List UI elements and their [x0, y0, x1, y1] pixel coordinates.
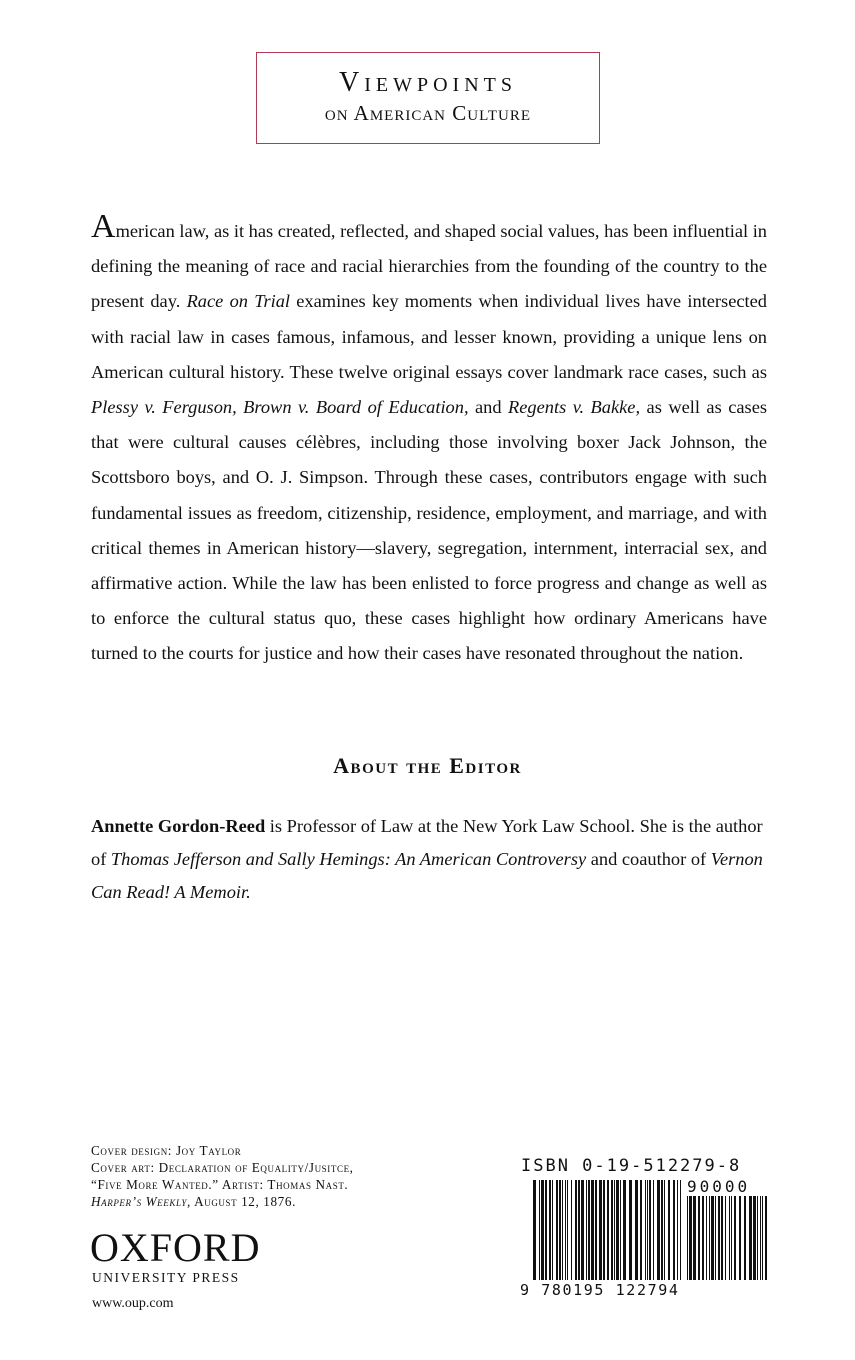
barcode-bar: [649, 1180, 651, 1280]
barcode-bar: [575, 1180, 577, 1280]
barcode-ean: [533, 1180, 681, 1280]
barcode-bar: [693, 1196, 696, 1280]
bio-book-1: Thomas Jefferson and Sally Hemings: An American Controversy: [110, 849, 587, 869]
barcode-bar: [581, 1180, 584, 1280]
bio-book-2: Vernon Can Read! A Memoir.: [91, 849, 763, 902]
barcode-bar: [571, 1180, 572, 1280]
credit-source: [91, 1193, 451, 1210]
series-box: [256, 52, 600, 144]
blurb-text-2: examines key moments when individual lives have intersected with racial law in cases famous, infamous, and lesser known, providing a unique lens on American cultural history. These twelve original essays cover landmark race cases, such as: [91, 291, 767, 382]
barcode-bar: [620, 1180, 621, 1280]
barcode-addon-digits: 90000: [687, 1177, 751, 1196]
barcode-bar: [591, 1180, 594, 1280]
book-description: [91, 210, 767, 672]
barcode-bar: [586, 1180, 587, 1280]
blurb-case-names: Plessy v. Ferguson, Brown v. Board of Education,: [91, 397, 469, 418]
credit-source-date: August 12, 1876.: [190, 1194, 296, 1209]
editor-bio: [91, 810, 767, 909]
barcode-bar: [565, 1180, 566, 1280]
barcode-bar: [545, 1180, 547, 1280]
barcode-bar: [664, 1180, 665, 1280]
barcode-bar: [611, 1180, 613, 1280]
barcode-bar: [614, 1180, 615, 1280]
credit-source-title: Harper’s Weekly,: [91, 1194, 191, 1209]
barcode-bar: [729, 1196, 730, 1280]
barcode-bar: [731, 1196, 732, 1280]
barcode-bar: [603, 1180, 605, 1280]
credit-art: Cover art: Declaration of Equality/Jusitce,: [91, 1160, 354, 1175]
barcode-bar: [653, 1180, 654, 1280]
barcode-bar: [541, 1180, 544, 1280]
barcode-bar: [549, 1180, 551, 1280]
barcode-bar: [698, 1196, 700, 1280]
barcode-bar: [645, 1180, 646, 1280]
barcode-bar: [725, 1196, 726, 1280]
barcode-bar: [533, 1180, 536, 1280]
barcode-bar: [616, 1180, 619, 1280]
barcode-bar: [757, 1196, 758, 1280]
barcode-bar: [687, 1196, 688, 1280]
oxford-logo: OXFORD: [90, 1225, 261, 1270]
barcode-bar: [629, 1180, 632, 1280]
barcode-bar: [556, 1180, 558, 1280]
barcode-digits: 9 780195 122794: [520, 1281, 680, 1299]
barcode-bar: [677, 1180, 678, 1280]
barcode-bar: [635, 1180, 638, 1280]
barcode-bar: [739, 1196, 741, 1280]
barcode-bar: [599, 1180, 602, 1280]
barcode-bar: [709, 1196, 710, 1280]
barcode-bar: [647, 1180, 648, 1280]
barcode-bar: [734, 1196, 736, 1280]
publisher-website: www.oup.com: [92, 1296, 174, 1311]
barcode-bar: [668, 1180, 670, 1280]
barcode-bar: [680, 1180, 681, 1280]
barcode-bar: [640, 1180, 642, 1280]
barcode-bar: [559, 1180, 561, 1280]
barcode-bar: [661, 1180, 663, 1280]
barcode-bar: [702, 1196, 704, 1280]
barcode-bar: [706, 1196, 707, 1280]
barcode-bar: [765, 1196, 767, 1280]
drop-cap: A: [91, 208, 116, 245]
barcode-bar: [715, 1196, 716, 1280]
barcode-bar: [689, 1196, 692, 1280]
barcode-bar: [588, 1180, 590, 1280]
bio-text-1: is Professor of Law at the New York Law School. She is the author of: [91, 816, 763, 869]
blurb-text-1: merican law, as it has created, reflected, and shaped social values, has been influential in defining the meaning of race and racial hierarchies from the founding of the country to the present day.: [91, 221, 767, 312]
series-title: Viewpoints: [339, 67, 517, 98]
isbn-label: ISBN 0-19-512279-8: [521, 1156, 742, 1176]
barcode-bar: [607, 1180, 609, 1280]
credit-design: Cover design: Joy Taylor: [91, 1143, 242, 1158]
cover-credits: [91, 1142, 451, 1210]
blurb-text-4: as well as cases that were cultural causes célèbres, including those involving boxer Jack Johnson, the Scottsboro boys, and O. J. Simpson. Through these cases, contributors engage with such fundamental issues as freedom, citizenship, residence, employment, and marriage, and with critical themes in American history—slavery, segregation, internment, interracial sex, and affirmative action. While the law has been enlisted to force progress and change as well as to enforce the cultural status quo, these cases highlight how ordinary Americans have turned to the courts for justice and how their cases have resonated throughout the nation.: [91, 397, 768, 664]
barcode-bar: [673, 1180, 675, 1280]
bio-text-2: and coauthor of: [586, 849, 711, 869]
about-heading: About the Editor: [333, 753, 522, 778]
barcode-bar: [539, 1180, 540, 1280]
editor-name: Annette Gordon-Reed: [91, 816, 266, 836]
blurb-case-bakke: Regents v. Bakke,: [508, 397, 641, 418]
barcode-bar: [762, 1196, 763, 1280]
barcode-bar: [760, 1196, 761, 1280]
credit-artist: “Five More Wanted.” Artist: Thomas Nast.: [91, 1177, 349, 1192]
barcode-bar: [562, 1180, 563, 1280]
blurb-text-3: and: [468, 397, 509, 418]
barcode-bar: [721, 1196, 723, 1280]
barcode-bar: [753, 1196, 756, 1280]
series-subtitle: on American Culture: [324, 101, 532, 125]
barcode-bar: [623, 1180, 626, 1280]
barcode-bar: [595, 1180, 597, 1280]
barcode-addon: [687, 1196, 767, 1280]
blurb-book-title: Race on Trial: [186, 291, 291, 312]
barcode-bar: [749, 1196, 752, 1280]
barcode-bar: [578, 1180, 580, 1280]
barcode-bar: [744, 1196, 746, 1280]
barcode-bar: [711, 1196, 714, 1280]
barcode-bar: [718, 1196, 720, 1280]
oxford-subtitle: UNIVERSITY PRESS: [92, 1270, 240, 1285]
barcode-bar: [552, 1180, 553, 1280]
barcode-bar: [567, 1180, 568, 1280]
barcode-bar: [657, 1180, 660, 1280]
